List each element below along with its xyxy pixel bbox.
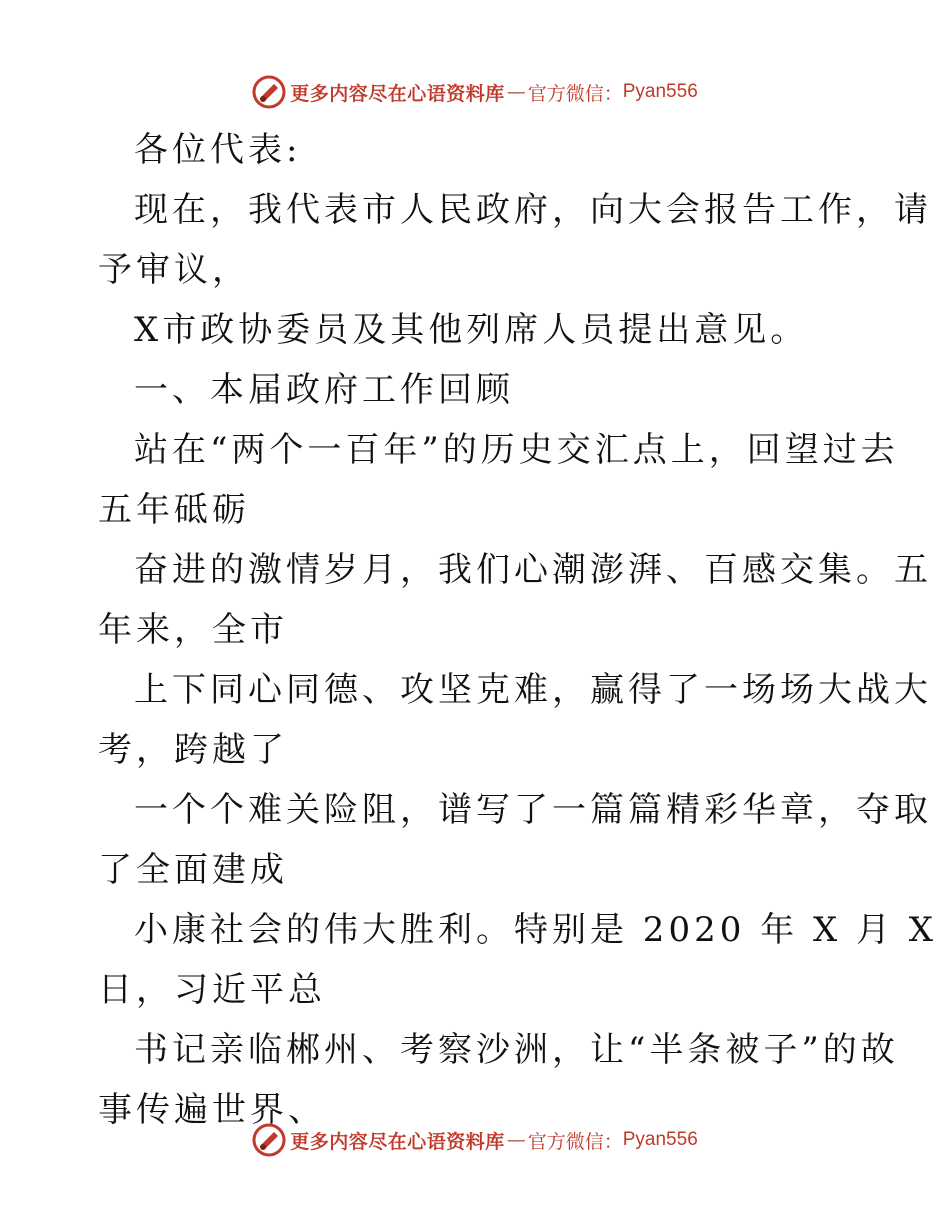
- body-line: 上下同心同德、攻坚克难，赢得了一场场大战大: [134, 670, 932, 710]
- body-line: 五年砥砺: [98, 490, 250, 530]
- footer-separator: —: [506, 1129, 526, 1151]
- body-line: 书记亲临郴州、考察沙洲，让“半条被子”的故: [134, 1030, 899, 1070]
- body-line: 日，习近平总: [98, 970, 326, 1010]
- body-line: 一个个难关险阻，谱写了一篇篇精彩华章，夺取: [134, 790, 932, 830]
- body-line: 了全面建成: [98, 850, 288, 890]
- wechat-label: 官方微信：: [527, 82, 623, 105]
- brand-text: 更多内容尽在心语资料库: [290, 82, 505, 105]
- body-line: 各位代表:: [134, 130, 302, 170]
- body-line: 奋进的激情岁月，我们心潮澎湃、百感交集。五: [134, 550, 932, 590]
- body-line: 小康社会的伟大胜利。特别是 2020 年 X 月 X: [134, 910, 937, 950]
- body-line: 现在，我代表市人民政府，向大会报告工作，请: [134, 190, 932, 230]
- header-separator: —: [506, 81, 526, 103]
- page-footer: [0, 1120, 950, 1160]
- wechat-label: 官方微信：: [527, 1130, 623, 1153]
- body-line: X市政协委员及其他列席人员提出意见。: [134, 310, 809, 350]
- brand-logo-icon: [252, 1123, 286, 1157]
- wechat-id: Pyan556: [622, 1129, 698, 1150]
- brand-text: 更多内容尽在心语资料库: [290, 1130, 505, 1153]
- body-line: 站在“两个一百年”的历史交汇点上，回望过去: [134, 430, 899, 470]
- section-heading: 一、本届政府工作回顾: [134, 370, 514, 410]
- body-line: 年来，全市: [98, 610, 288, 650]
- body-line: 事传遍世界、: [98, 1090, 326, 1130]
- wechat-id: Pyan556: [622, 81, 698, 102]
- brand-logo-icon: [252, 75, 286, 109]
- page-header: [0, 72, 950, 112]
- body-line: 考，跨越了: [98, 730, 288, 770]
- body-line: 予审议，: [98, 250, 250, 290]
- document-body: [98, 120, 937, 1140]
